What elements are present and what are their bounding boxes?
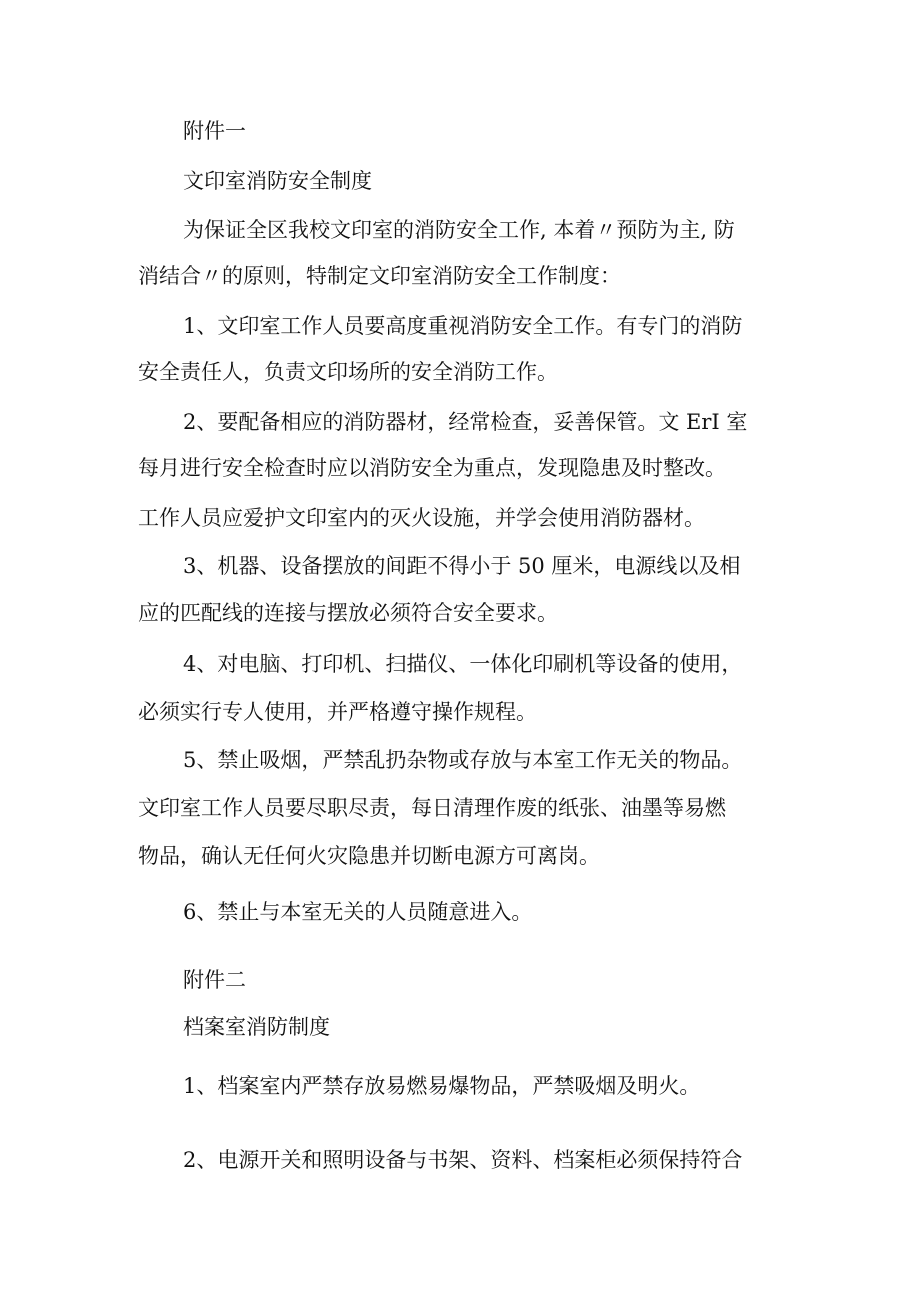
rule-1-line-2: 安全责任人，负责文印场所的安全消防工作。: [138, 360, 558, 384]
rule-4-line-2: 必须实行专人使用，并严格遵守操作规程。: [138, 700, 537, 724]
rule-6-line-1: 6、禁止与本室无关的人员随意进入。: [183, 900, 533, 924]
attachment-1-title: 文印室消防安全制度: [183, 169, 372, 193]
rule-5-line-1: 5、禁止吸烟，严禁乱扔杂物或存放与本室工作无关的物品。: [183, 748, 743, 772]
rule-2-line-2: 每月进行安全检查时应以消防安全为重点，发现隐患及时整改。: [138, 456, 726, 480]
rule-3-line-1: 3、机器、设备摆放的间距不得小于 50 厘米，电源线以及相: [183, 554, 741, 578]
attachment-2-heading: 附件二: [183, 968, 246, 992]
rule-4-line-1: 4、对电脑、打印机、扫描仪、一体化印刷机等设备的使用，: [183, 652, 743, 676]
rule-5-line-3: 物品，确认无任何火灾隐患并切断电源方可离岗。: [138, 844, 600, 868]
attachment-1-heading: 附件一: [183, 119, 246, 143]
rule-3-line-2: 应的匹配线的连接与摆放必须符合安全要求。: [138, 601, 558, 625]
intro-line-1: 为保证全区我校文印室的消防安全工作, 本着〃预防为主, 防: [183, 218, 735, 242]
rule-2-line-3: 工作人员应爱护文印室内的灭火设施，并学会使用消防器材。: [138, 506, 705, 530]
archive-rule-2-line-1: 2、电源开关和照明设备与书架、资料、档案柜必须保持符合: [183, 1148, 743, 1172]
rule-5-line-2: 文印室工作人员要尽职尽责，每日清理作废的纸张、油墨等易燃: [138, 796, 726, 820]
rule-1-line-1: 1、文印室工作人员要高度重视消防安全工作。有专门的消防: [183, 314, 743, 338]
attachment-2-title: 档案室消防制度: [183, 1015, 330, 1039]
archive-rule-1-line-1: 1、档案室内严禁存放易燃易爆物品，严禁吸烟及明火。: [183, 1074, 701, 1098]
rule-2-line-1: 2、要配备相应的消防器材，经常检查，妥善保管。文 ErI 室: [183, 410, 748, 434]
intro-line-2: 消结合〃的原则，特制定文印室消防安全工作制度：: [138, 264, 621, 288]
